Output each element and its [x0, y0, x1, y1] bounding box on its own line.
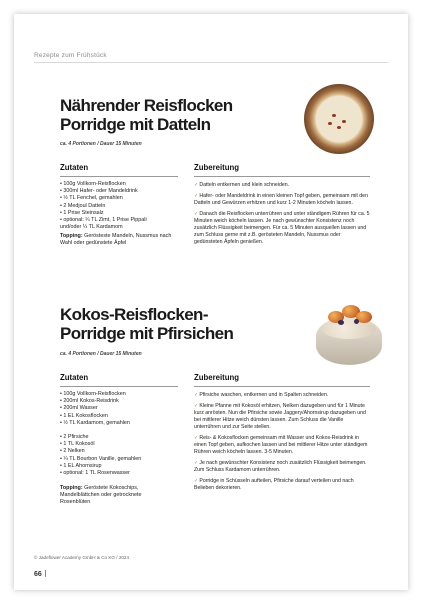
topping-label: Topping:: [60, 233, 83, 239]
recipe1-ingredient-list: [60, 181, 147, 231]
recipe-page: [14, 14, 408, 590]
list-item: • 2 Pfirsiche: [60, 434, 89, 440]
recipe1-topping: [60, 233, 178, 247]
check-icon: ✓: [194, 182, 199, 188]
step-item: ✓Je nach gewünschter Konsistenz noch zusätzlich Flüssigkeit beimengen. Zum Schluss Kardamom unterrühren.: [194, 460, 367, 473]
recipe2-meta: ca. 4 Portionen / Dauer 15 Minuten: [60, 351, 142, 357]
rice-porridge-dates-photo: [304, 84, 374, 154]
step-item: ✓Danach die Reisflocken unterrühren und unter ständigem Rühren für ca. 5 Minuten weich köcheln lassen. Je nach gewünschter Konsistenz noch zusätzlich Flüssigkeit beimengen. Für ca. 5 Minuten ausquellen lassen und zum Schluss gerne mit z.B. gerösteten Mandeln, Nussmus oder gedünsteten Äpfeln genießen.: [194, 211, 370, 245]
recipe2-step-list: [194, 392, 370, 496]
list-item: • 2 Medjoul Datteln: [60, 202, 106, 209]
recipe2-title-line1: Kokos-Reisflocken-: [60, 305, 208, 324]
check-icon: ✓: [194, 435, 199, 441]
check-icon: ✓: [194, 478, 199, 484]
list-item: • 1 TL Kokosöl: [60, 441, 95, 448]
list-item: • 100g Vollkorn-Reisflocken: [60, 181, 126, 187]
section-header: Rezepte zum Frühstück: [34, 52, 107, 59]
list-item: • optional: ¼ TL Zimt, 1 Prise Pippali: [60, 217, 147, 224]
recipe1-step-list: [194, 182, 370, 250]
list-item: • ½ TL Fenchel, gemahlen: [60, 195, 123, 202]
list-item: • 100g Vollkorn-Reisflocken: [60, 391, 126, 397]
topping-text: Geröstete Kokoschips, Mandelblättchen oder getrocknete Rosenblüten: [60, 485, 142, 506]
list-item: • ½ TL Kardamom, gemahlen: [60, 419, 130, 426]
recipe2-title-line2: Porridge mit Pfirsichen: [60, 324, 234, 343]
header-divider: [34, 62, 388, 63]
list-item: • 2 Nelken: [60, 448, 85, 455]
topping-label: Topping:: [60, 485, 83, 491]
recipe1-ingredients-heading: Zutaten: [60, 163, 89, 172]
step-item: ✓Kleine Pfanne mit Kokosöl erhitzen, Nelken dazugeben und für 1 Minute kurz anrösten. Nun die Pfirsiche sowie Jaggery/Ahornsirup dazugeben und bei mittlerer Hitze weich dünsten lassen. Zum Schluss die Vanille unterrühren und zur Seite stellen.: [194, 403, 366, 430]
coconut-porridge-peaches-photo: [314, 289, 384, 369]
check-icon: ✓: [194, 211, 199, 217]
list-item: • 300ml Hafer- oder Mandeldrink: [60, 188, 138, 195]
recipe2-title: [60, 305, 233, 343]
list-item: • optional: 1 TL Rosenwasser: [60, 470, 130, 477]
step-item: ✓Reis- & Kokosflocken gemeinsam mit Wasser und Kokos-Reisdrink in einen Topf geben, aufkochen lassen und bei mittlerer Hitze unter ständigem Rühren weich köcheln lassen. 3-5 Minuten.: [194, 435, 368, 455]
recipe2-ingredients-rule: [60, 386, 178, 387]
recipe1-title: [60, 96, 233, 134]
list-item: • 1 EL Kokosflocken: [60, 412, 108, 419]
recipe1-steps-heading: Zubereitung: [194, 163, 240, 172]
step-item: ✓Porridge in Schüsseln aufteilen, Pfirsiche darauf verteilen und nach Belieben dekorieren.: [194, 478, 354, 491]
check-icon: ✓: [194, 392, 199, 398]
list-item: • 200ml Kokos-Reisdrink: [60, 398, 119, 405]
recipe1-steps-rule: [194, 176, 370, 177]
recipe1-title-line2: Porridge mit Datteln: [60, 115, 211, 134]
page-number: 66: [34, 570, 45, 578]
check-icon: ✓: [194, 403, 199, 409]
recipe1-title-line1: Nährender Reisflocken: [60, 96, 233, 115]
recipe2-ingredients-heading: Zutaten: [60, 373, 89, 382]
step-item: ✓Pfirsiche waschen, entkernen und in Spalten schneiden.: [194, 392, 329, 398]
recipe2-ingredient-list-b: [60, 434, 141, 477]
recipe1-ingredients-rule: [60, 176, 178, 177]
topping-text: Gerösteste Mandeln, Nussmus nach Wahl oder gedünstete Äpfel: [60, 233, 172, 247]
list-item: • 1 Prise Steinsalz: [60, 209, 104, 216]
recipe2-steps-heading: Zubereitung: [194, 373, 240, 382]
list-item: • 200ml Wasser: [60, 405, 98, 412]
copyright-footer: © Jadeflower Academy GmbH & Co KG / 2024: [34, 555, 130, 560]
list-item: • ¼ TL Bourbon Vanille, gemahlen: [60, 455, 142, 462]
list-item: • 1 EL Ahornsirup: [60, 462, 102, 469]
recipe2-ingredient-list-a: [60, 391, 130, 427]
check-icon: ✓: [194, 193, 199, 199]
recipe2-topping: [60, 485, 172, 507]
step-item: ✓Datteln entkernen und klein schneiden.: [194, 182, 290, 188]
list-item: und/oder ¼ TL Kardamom: [60, 224, 123, 231]
recipe1-meta: ca. 4 Portionen / Dauer 15 Minuten: [60, 141, 142, 147]
check-icon: ✓: [194, 460, 199, 466]
recipe2-steps-rule: [194, 386, 370, 387]
step-item: ✓Hafer- oder Mandeldrink in einen kleinen Topf geben, gemeinsam mit den Datteln und Gewürzen erhitzen und kurz 1-2 Minuten köcheln lassen.: [194, 193, 368, 206]
